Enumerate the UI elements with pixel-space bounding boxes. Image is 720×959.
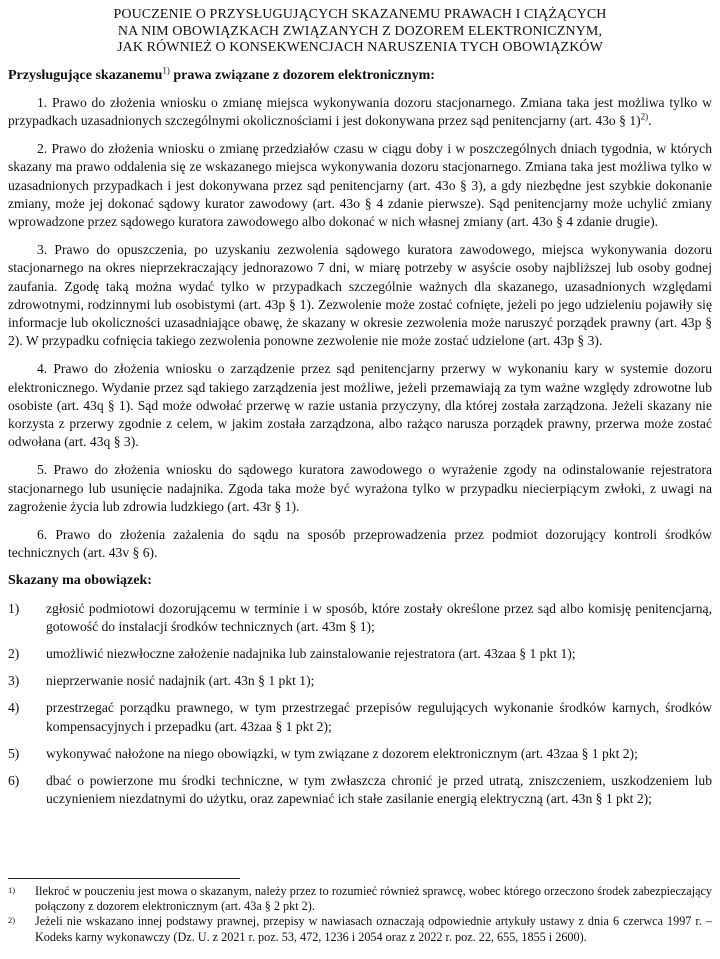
- duty-text: przestrzegać porządku prawnego, w tym przestrzegać przepisów regulujących wykonanie środków karnych, środków kompensacyjnych i przepadku (art. 43zaa § 1 pkt 2);: [46, 700, 712, 734]
- footnote-2: [8, 914, 712, 944]
- duty-text: wykonywać nałożone na niego obowiązki, w tym związane z dozorem elektronicznym (art. 43zaa § 1 pkt 2);: [46, 745, 638, 761]
- footnote-separator: [8, 878, 240, 879]
- duty-item-6: [8, 772, 712, 808]
- right-paragraph-6: 6. Prawo do złożenia zażalenia do sądu na sposób przeprowadzenia przez podmiot dozorujący kontroli środków technicznych (art. 43v § 6).: [8, 526, 712, 561]
- right-paragraph-1: 1. Prawo do złożenia wniosku o zmianę miejsca wykonywania dozoru stacjonarnego. Zmiana taka jest możliwa tylko w przypadkach uzasadnionych szczególnymi okolicznościami i jest dokonywana przez sąd penitencjarny (art. 43o § 1)$^{2)}$.: [8, 94, 712, 128]
- duty-number: 5): [8, 745, 20, 761]
- title-line-1: POUCZENIE O PRZYSŁUGUJĄCYCH SKAZANEMU PRAWACH I CIĄŻĄCYCH: [113, 7, 607, 22]
- right-paragraph-3: 3. Prawo do opuszczenia, po uzyskaniu zezwolenia sądowego kuratora zawodowego, miejsca wykonywania dozoru stacjonarnego na okres nieprzekraczający jednorazowo 7 dni, w miarę potrzeby w asyście osoby najbliższej lub osoby godnej zaufania. Zgodę taką można wydać tylko w przypadkach szczególnie ważnych dla skazanego, uzasadnionych względami zdrowotnymi, rodzinnymi lub osobistymi (art. 43p § 1). Zezwolenie może zostać cofnięte, jeżeli po jego udzieleniu pojawiły się informacje lub okoliczności uzasadniające obawę, że skazany w okresie zezwolenia może naruszyć porządek prawny (art. 43p § 2). W przypadku cofnięcia takiego zezwolenia ponowne zezwolenie nie może zostać udzielone (art. 43p § 3).: [8, 242, 712, 349]
- duty-number: 2): [8, 645, 20, 661]
- footnote-number: 1): [8, 885, 16, 895]
- footnote-text: Ilekroć w pouczeniu jest mowa o skazanym, należy przez to rozumieć również sprawcę, wobec którego orzeczono środek zabezpieczający połączony z dozorem elektronicznym (art. 43a § 2 pkt 2).: [35, 884, 712, 914]
- right-paragraph-2: 2. Prawo do złożenia wniosku o zmianę przedziałów czasu w ciągu doby i w poszczególnych dniach tygodnia, w których skazany ma prawo oddalenia się ze wskazanego miejsca wykonywania dozoru stacjonarnego. Zmiana taka jest możliwa tylko w uzasadnionych przypadkach i jest dokonywana przez sąd penitencjarny (art. 43o § 3), a gdy niezbędne jest szybkie dokonanie zmiany, może jej dokonać sądowy kurator zawodowy (art. 43o § 4 zdanie pierwsze). Sąd penitencjarny może uchylić zmiany wprowadzone przez sądowego kuratora zawodowego albo dokonać w nich własnej zmiany (art. 43o § 4 zdanie drugie).: [8, 141, 712, 229]
- duty-text: zgłosić podmiotowi dozorującemu w terminie i w sposób, które zostały określone przez sąd albo komisję penitencjarną, gotowość do instalacji środków technicznych (art. 43m § 1);: [46, 600, 712, 634]
- duty-number: 1): [8, 600, 20, 616]
- footnote-number: 2): [8, 915, 16, 926]
- footnotes: [8, 884, 712, 945]
- document-title: [0, 0, 720, 57]
- duty-number: 3): [8, 673, 20, 689]
- footnote-ref-2: 2): [640, 111, 649, 122]
- rights-heading-text-end: prawa związane z dozorem elektronicznym:: [169, 67, 435, 83]
- title-line-3: JAK RÓWNIEŻ O KONSEKWENCJACH NARUSZENIA TYCH OBOWIĄZKÓW: [117, 40, 603, 55]
- footnote-text: Jeżeli nie wskazano innej podstawy prawnej, przepisy w nawiasach oznaczają odpowiednie artykuły ustawy z dnia 6 czerwca 1997 r. – Kodeks karny wykonawczy (Dz. U. z 2021 r. poz. 53, 472, 1236 i 2054 oraz z 2022 r. poz. 22, 655, 1855 i 2600).: [35, 914, 712, 944]
- title-line-2: NA NIM OBOWIĄZKACH ZWIĄZANYCH Z DOZOREM ELEKTRONICZNYM,: [117, 23, 603, 39]
- right-paragraph-4: 4. Prawo do złożenia wniosku o zarządzenie przez sąd penitencjarny przerwy w wykonaniu kary w systemie dozoru elektronicznego. Wydanie przez sąd takiego zarządzenia jest możliwe, jeżeli przemawiają za tym ważne względy zdrowotne lub osobiste (art. 43q § 1). Sąd może odwołać przerwę w razie ustania przyczyny, dla której została zarządzona. Jeżeli skazany nie korzysta z przerwy zgodnie z celem, w jakim została zarządzona, albo rażąco narusza porządek prawny, przerwa może zostać odwołana (art. 43q § 3).: [8, 361, 712, 450]
- duties-heading: Skazany ma obowiązek:: [8, 573, 152, 589]
- footnote-1: [8, 884, 712, 914]
- duty-number: 6): [8, 773, 20, 788]
- right-paragraph-5: 5. Prawo do złożenia wniosku do sądowego kuratora zawodowego o wyrażenie zgody na odinstalowanie rejestratora stacjonarnego lub usunięcie nadajnika. Zgoda taka może być wyrażona tylko w przypadku niecierpiącym zwłoki, z uwagi na zagrożenie życia lub zdrowia ludzkiego (art. 43r § 1).: [8, 462, 712, 514]
- duty-text: nieprzerwanie nosić nadajnik (art. 43n § 1 pkt 1);: [46, 673, 315, 689]
- duty-text: dbać o powierzone mu środki techniczne, w tym zwłaszcza chronić je przed utratą, zniszczeniem, uszkodzeniem lub uczynieniem niezdatnymi do użytku, oraz zapewniać ich stałe zasilanie energią elektryczną (art. 43n § 1 pkt 2);: [46, 773, 712, 807]
- duties-list: [8, 591, 712, 809]
- duty-item-3: [8, 672, 712, 690]
- duty-number: 4): [8, 700, 20, 716]
- duty-item-5: [8, 745, 712, 763]
- rights-heading: [8, 64, 712, 85]
- footnote-ref-1: 1): [162, 64, 170, 75]
- rights-heading-text: Przysługujące skazanemu: [8, 67, 163, 83]
- duty-item-2: [8, 645, 712, 663]
- duty-item-1: [8, 600, 712, 636]
- duty-text: umożliwić niezwłoczne założenie nadajnika lub zainstalowanie rejestratora (art. 43zaa § 1 pkt 1);: [46, 645, 576, 661]
- duty-item-4: [8, 699, 712, 735]
